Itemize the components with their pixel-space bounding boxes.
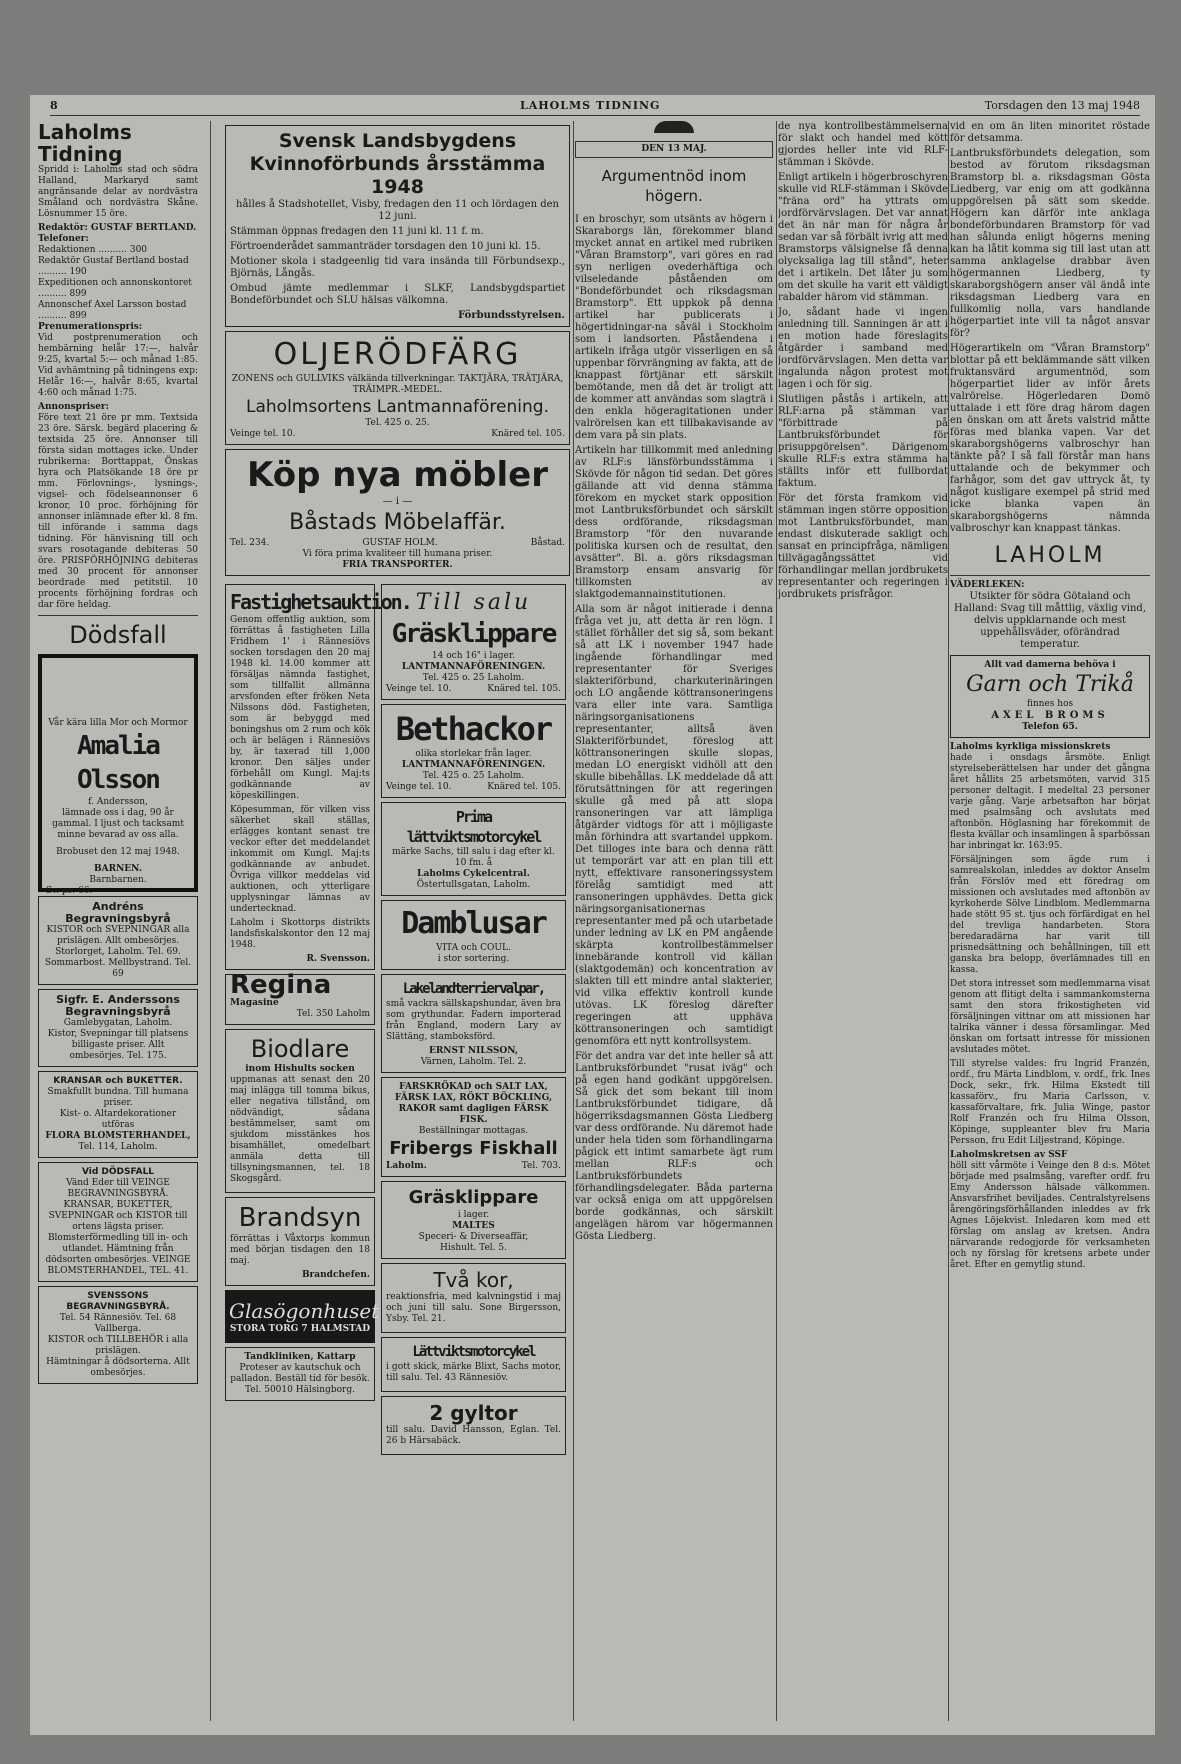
ad-text: Smakfullt bundna. Till humana priser. [47, 1087, 189, 1108]
newspaper-page [30, 95, 1155, 1735]
editor-line: Redaktör: GUSTAF BERTLAND. [38, 223, 197, 233]
ad-kransar [38, 1071, 198, 1158]
obit-sign: BARNEN. [94, 864, 142, 874]
column-rule [776, 121, 777, 1721]
ad-text: Motioner skola i stadgeenlig tid vara insända till Förbundsexp., Björnäs, Långås. [230, 256, 565, 279]
ad-title: Regina [230, 970, 332, 1000]
ad-text: GUSTAF HOLM. [362, 538, 438, 548]
ad-text: FRIA TRANSPORTER. [342, 560, 453, 570]
article-paragraph: de nya kontrollbestämmelserna för slakt och handel med kött gjordes heller inte vid RLF-stämman i Skövde. [778, 121, 948, 168]
ad-garn-trika [950, 655, 1150, 738]
ad-title: Lättviktsmotorcykel [412, 1344, 535, 1360]
ad-text: Tel. 703. [521, 1161, 561, 1171]
ad-gyltor [381, 1396, 566, 1455]
ad-text: Genom offentlig auktion, som förrättas å fastigheten Lilla Fridhem 1' i Rännesiövs socken torsdagen den 20 maj 1948 kl. 14.00 kommer att försäljas nämnda fastighet, som tillfallit allmänna arvsfonden efter fröken Neta Nilssons död. Fastigheten, som är bebyggd med boningshus om 2 rum och kök och är belägen i Rännesiövs by, är taxerad till 1,000 kronor. Den säljes under förbehåll om Kungl. Maj:ts godkännande av köpeskillingen. [230, 615, 370, 801]
ad-text: Allt vad damerna behöva i [984, 660, 1116, 670]
paper-intro: Spridd i: Laholms stad och södra Halland, Markaryd samt angränsande delar av nordvästra Småland och nordvästra Skåne. Lösnummer 15 öre. [38, 165, 198, 219]
ad-text: Tel. 50010 Hälsingborg. [245, 1385, 355, 1395]
ad-text: ERNST NILSSON, [428, 1046, 519, 1056]
ad-title: Gräsklippare [391, 619, 556, 649]
ad-text: MALTES [452, 1221, 495, 1231]
ad-title: Båstads Möbelaffär. [289, 510, 506, 535]
ad-text: olika storlekar från lager. [415, 749, 532, 759]
ad-text: Värnen, Laholm. Tel. 2. [420, 1057, 527, 1067]
column-rule [573, 121, 574, 1721]
ad-text: FARSKRÖKAD och SALT LAX, FÄRSK LAX, RÖKT BÖCKLING, RAKOR samt dagligen FÄRSK FISK. [394, 1082, 553, 1125]
news-paragraph: Till styrelse valdes: fru Ingrid Franzén, ordf., fru Märta Lindblom, v. ordf., frk. Ines Dock, sekr., frk. Hilma Ekstedt till kassaförv., fru Maria Carlsson, v. kassaförvaltare, frk. Julia Winge, pastor Rolf Franzén och fru Hilma Olsson, Köpinge, suppleanter blev fru Maria Persson, fru Edit Liljestrand, Köpinge. [950, 1059, 1150, 1146]
article-paragraph: För det första framkom vid stämman ingen större opposition mot Lantbruksförbundet, man endast diskuterade sakligt och sansat en principfråga, nämligen tillvägagångssättet vid förhandlingar mellan jordbrukets representanter och regeringen i jordbrukets prisfrågor. [778, 493, 948, 600]
news-paragraph: hade i onsdags årsmöte. Enligt styrelseberättelsen har under det gångna året hållits 25 arbetsmöten, varvid 315 personer deltagit. I medeltal 23 personer varje gång. Varje arbetsafton har börjat med psalmsång och avslutats med aftonbön. Höglasning har förekommit de flesta kvällar och insamlingen å sparbössan har inbringat kr. 163:95. [950, 753, 1150, 851]
news-paragraph: höll sitt vårmöte i Veinge den 8 d:s. Mötet började med psalmsång, varefter ordf. fru Emy Andersson hälsade välkommen. Ansvarsfrihet beviljades. Centralstyrelsens årengöringsförhållanden inleddes av frk Agnes Löjekvist. Inledaren kom med ett förslag om anslag av kretsen. Andra närvarande redogjorde för verksamheten och ny förslag för kretsens arbete under året. Efter en gemytlig stund. [950, 1161, 1150, 1270]
ad-brandsyn [225, 1197, 375, 1286]
ad-title: Bethackor [395, 710, 552, 748]
ad-title: Tandkliniken, Kattarp [244, 1352, 356, 1362]
ad-title: Vid DÖDSFALL [81, 1167, 155, 1177]
ad-text: Tel. 425 o. 25 Laholm. [422, 771, 525, 781]
ad-title: Andréns Begravningsbyrå [65, 900, 171, 925]
ad-text: Telefon 65. [1022, 722, 1078, 732]
deaths-heading: Dödsfall [69, 621, 167, 649]
ad-mobler [225, 449, 570, 576]
ad-sign: Brandchefen. [301, 1270, 370, 1280]
ad-text: finnes hos [1026, 699, 1074, 709]
ad-title: Gräsklippare [408, 1187, 539, 1208]
obit-sign: Barnbarnen. [89, 875, 147, 885]
ad-biodlare [225, 1029, 375, 1193]
ad-text: i stor sortering. [437, 954, 510, 964]
ad-title: Prima lättviktsmotorcykel [406, 808, 541, 846]
ad-text: i lager. [457, 1210, 490, 1220]
ad-sigfr [38, 989, 198, 1067]
ad-text: Båstad. [530, 538, 565, 548]
ad-text: STORA TORG 7 HALMSTAD [229, 1324, 371, 1334]
ad-glasogonhuset [225, 1290, 380, 1343]
obit-name: Amalia Olsson [77, 731, 159, 795]
ad-text: Vi föra prima kvaliteer till humana priser. [302, 549, 493, 559]
ad-text: Proteser av kautschuk och palladon. Beställ tid för besök. [230, 1363, 370, 1384]
page-number: 8 [50, 99, 58, 112]
ad-title: Till salu [415, 590, 532, 615]
ad-text: LANTMANNAFÖRENINGEN. [401, 662, 546, 672]
ad-text: Laholm i Skottorps distrikts landsfiskalskontor den 12 maj 1948. [230, 918, 370, 950]
news-paragraph: Det stora intresset som medlemmarna visat genom att flitigt delta i sammankomsterna samt den stora frikostigheten vid försäljningen vittnar om att missionen har talrika vänner i dessa församlingar. Med önskan om fortsatt intresse för missionen avslutades mötet. [950, 979, 1150, 1055]
ad-text: Tel. 54 Rännesiöv. Tel. 68 Vallberga. [59, 1313, 177, 1334]
article-paragraph: Alla som är något initierade i denna fråga vet ju, att detta är ren lögn. I stället förhåller det sig så, som bekant så att LK i november 1947 hade ingående förhandlingar med representanter för Sveriges slakteriförbund, charkuterinäringen och LO angående köttransoneringens vara eller inte vara. Samtliga näringsorganisationens representanter, alltså även Slakteriförbundet, föreslog att köttransoneringen skulle slopas, medan LO energiskt vidhöll att den skulle bibehållas. LK meddelade då att förutsättningen för att regeringen skulle gå med på att slopa ransoneringen var att lämpliga åtgärder vidtogs för att i möjligaste mån förhindra att svartandel uppkom. Det tilloges inte bara och denna rätt ut temporärt var att en plan till ett nytt, effektivare ransoneringssystem förelåg samtidigt med att ransoneringen upphävdes. Detta gick näringsorganisationernas representanter med på och utarbetade under ledning av LK en PM angående skärpta kontrollbestämmelser innebärande kontroll vid källan (slaktgodemän) och koncentration av slakten till ett mindre antal slakterier, vid vilka effektiv kontroll kunde utövas. LK föreslog därefter regeringen att upphäva köttransoneringen och samtidigt genomföra ett nytt kontrollsystem. [575, 604, 773, 1047]
ad-text: Hämtningar å dödsorterna. Allt ombesörjes. [46, 1357, 190, 1378]
ad-text: Tel. 234. [230, 538, 270, 548]
article-paragraph: I en broschyr, som utsänts av högern i Skaraborgs län, förekommer bland mycket annat en artikel med rubriken "Våran Bramstorp", vari göres en rad syn nerligen ovederhäftiga och vilseledande påståenden om "Bondeförbundet och riksdagsman Bramstorp". Ett uppkok på denna artikel har publicerats i högertidningar-na såväl i Stockholm som i landsorten. Påståendena i artikeln ifråga utgör visserligen en så uppenbar förvrängning av fakta, att de knappast förtjänar ett särskilt bemötande, men då det är troligt att de kommer att användas som slagträ i den enkla högeragitationen under valrörelsen kan ett tillbakavisande av dem vara på sin plats. [575, 214, 773, 441]
article-paragraph: Artikeln har tillkommit med anledning av RLF:s länsförbundsstämma i Skövde för någon tid sedan. Det göres gällande att vid denna stämma förekom en mycket stark opposition mot Lantbruksförbundet och särskilt dess ordförande, riksdagsman Bramstorp "för den nuvarande politiska kursen och de resultat, den avsätter". Bl. a. görs riksdagsman Bramstorp ensam ansvarig för tillkomsten av slaktgodemannainstitutionen. [575, 445, 773, 600]
ad-text: Laholms Cykelcentral. [417, 869, 530, 879]
ad-text: KISTOR och SVEPNINGAR alla prislägen. Allt ombesörjes. [46, 925, 190, 946]
ad-title: Biodlare [250, 1035, 350, 1063]
weather-text: Utsikter för södra Götaland och Halland: Svag till måttlig, växlig vind, delvis uppklarnande och mest uppehållsväder, oförändrad temperatur. [954, 591, 1146, 650]
ad-text: små vackra sällskapshundar, även bra som grythundar. Fadern importerad från England, modern Lary av Slättäng, stamboksförd. [386, 999, 561, 1042]
ad-title: Två kor, [433, 1268, 514, 1292]
prenum-text: Vid postprenumeration och hembärning helår 17:—, halvår 9:25, kvartal 5:— och månad 1:85. Vid avhämtning på tidningens exp: Helår 16:—, halvår 8:65, kvartal 4:60 och månad 1:75. [38, 333, 198, 398]
article-paragraph: För det andra var det inte heller så att Lantbruksförbundet "rusat iväg" och på egen hand godkänt uppgörelsen. Så gick det som bekant till inom Lantbruksförbundet tidigare, då högerriksdagsmannen Gösta Liedberg var dess ordförande. Nu däremot hade under hela tiden som förhandlingarna pågick ett intimt samarbete ägt rum mellan RLF:s och Lantbruksförbundets förhandlingsdelegater. Båda parterna var också eniga om att uppgörelsen borde godkännas, och särskilt angelägen härom var högermannen Gösta Liedberg. [575, 1051, 773, 1242]
ad-text: Tel. 114, Laholm. [78, 1142, 158, 1152]
article-headline: Argumentnöd inom högern. [601, 167, 747, 205]
prenum-heading: Prenumerationspris: [38, 322, 143, 332]
ad-svenssons [38, 1286, 198, 1384]
masthead [50, 99, 1140, 116]
ad-lattvikts [381, 1337, 566, 1392]
ad-text: Knäred tel. 105. [487, 684, 561, 694]
ad-sub: Magasine [230, 998, 279, 1008]
obit-nee: f. Andersson, [88, 797, 148, 807]
ad-text: hålles å Stadshotellet, Visby, fredagen den 11 och lördagen den 12 juni. [236, 199, 559, 222]
ad-fribergs [381, 1077, 566, 1177]
ad-text: Laholm. [386, 1161, 427, 1171]
annons-text: Före text 21 öre pr mm. Textsida 23 öre. Särsk. begärd placering & textsida 25 öre. Annonser till första sidan mottages icke. Under rubrikerna: Borttappat, Önskas hyra och Platsökande 18 öre pr mm. Förlovnings-, lysnings-, vigsel- och födelseannonser 6 kronor, 10 proc. förhöjning för annonser inlämnade efter kl. 8 fm. till införande i samma dags tidning. För hänvisning till och svars rosotagande debiteras 50 öre. PRISFÖRHÖJNING debiteras med 30 procent för annonser beordrade med petitstil. 10 procents förhöjning fordras och dar före heldag. [38, 413, 198, 610]
ad-title: Lakelandterriervalpar, [402, 981, 545, 997]
ad-title: Damblusar [401, 906, 546, 941]
news-paragraph: Försäljningen som ägde rum i samrealskolan, inleddes av doktor Anselm från Förslöv med ett föredrag om missionen och avslutades med aftonbön av kyrkoherde Sölve Lindblom. Medlemmarna hade stött 95 st. tjus och förfärdigat en hel del trevliga handarbeten. Stora beredaradärna har varit till prisnedsättning och behållningen, till ett ganska bra belopp, överlämnades till en kassa. [950, 855, 1150, 975]
ad-text: FLORA BLOMSTERHANDEL, [45, 1131, 191, 1141]
ad-title: Garn och Trikå [966, 672, 1134, 697]
ad-text: Sommarbost. Mellbystrand. Tel. 69 [44, 958, 192, 979]
article-paragraph: Lantbruksförbundets delegation, som bestod av förutom riksdagsman Bramstorp bl. a. riksdagsman Gösta Liedberg, var enig om att godkänna uppgörelsen på sätt som skedde. Högern kan därför inte anklaga bondeförbundaren Bramstorp för vad han sålunda enligt högerns mening kan ha låtit komma sig till last utan att samma anklagelse drabbar även högermannen Liedberg, ty skaraborgshögern anser väl ändå inte riksdagsman Liedberg vara en fullkomlig nolla, vars handlande högerpartiet inte vill ta något ansvar för? [950, 148, 1150, 339]
ad-text: Tel. 425 o. 25 Laholm. [422, 673, 525, 683]
ad-text: AXEL BROMS [991, 710, 1109, 721]
ad-text: Beställningar mottagas. [418, 1126, 529, 1136]
paper-name: LAHOLMS TIDNING [520, 99, 661, 112]
ad-text: ZONENS och GULLVIKS välkända tillverkningar. TAKTJÄRA, TRÄTJÄRA, TRÄIMPR.-MEDEL. [231, 374, 564, 395]
ad-text: Förtroenderådet sammanträder torsdagen den 10 juni kl. 15. [230, 241, 541, 252]
phone-line: Redaktionen .......... 300 [38, 245, 148, 255]
column-2 [225, 121, 570, 1731]
news-heading: Laholmskretsen av SSF [950, 1150, 1068, 1160]
column-editorial [575, 121, 773, 1731]
ad-text: Kist- o. Altardekorationer utföras [59, 1109, 177, 1130]
ad-title: Sigfr. E. Anderssons Begravningsbyrå [56, 993, 180, 1018]
ad-sign: Förbundsstyrelsen. [458, 310, 565, 321]
ad-text: i gott skick, märke Blixt, Sachs motor, till salu. Tel. 43 Rännesiöv. [386, 1362, 561, 1383]
ad-veinge [38, 1162, 198, 1282]
ad-text: Stämman öppnas fredagen den 11 juni kl. 11 f. m. [230, 226, 484, 237]
obit-place: Brobuset den 12 maj 1948. [56, 847, 180, 857]
ad-text: VITA och COUL. [436, 943, 511, 953]
ad-title: SVENSSONS BEGRAVNINGSBYRÅ. [66, 1291, 170, 1312]
ad-text: Tel. 350 Laholm [296, 1009, 370, 1019]
article-paragraph: Slutligen påstås i artikeln, att RLF:arna på stämman var "förbittrade på Lantbruksförbundet för prisuppgörelsen". Därigenom skulle RLF:s extra stämma ha ställts inför ett fullbordat faktum. [778, 394, 948, 489]
article-paragraph: vid en om än liten minoritet röstade för detsamma. [950, 121, 1150, 144]
paper-title: Laholms Tidning [38, 121, 132, 166]
ad-sign: R. Svensson. [306, 954, 370, 964]
article-paragraph: Jo, sådant hade vi ingen anledning till. Sanningen är att i en motion hade föreslagits åtgärder i samband med jordförvärvslagen. Men detta var ingalunda någon protest mot lagen i och för sig. [778, 307, 948, 390]
ad-title: Fastighetsauktion. [230, 590, 411, 614]
ad-title: Fribergs Fiskhall [389, 1138, 558, 1159]
ad-tva-kor [381, 1263, 566, 1333]
ad-text: Kistor, Svepningar till platsens billigaste priser. Allt ombesörjes. Tel. 175. [47, 1029, 189, 1061]
obit-text: lämnade oss i dag, 90 år gammal. I ljust och tacksamt minne bevarad av oss alla. [52, 808, 184, 840]
article-paragraph: Enligt artikeln i högerbroschyren skulle vid RLF-stämman i Skövde "fräna ord" ha yttrats om jordförvärvslagen. Det var annat det än när man för några år sedan var så förbält ivrig att med Bramstorps välsignelse få denna olycksaliga lag till stånd", heter det i artikeln. Det låter ju som om det skulle ha varit ett väldigt rabalder härom vid stämman. [778, 172, 948, 303]
ad-text: 14 och 16" i lager. [431, 651, 516, 661]
ad-damblusar [381, 900, 566, 970]
lamp-icon [654, 121, 694, 133]
ad-title: Brandsyn [238, 1203, 362, 1233]
ad-text: reaktionsfria, med kalvningstid i maj och juni till salu. Sone Birgersson, Ysby. Tel. 21. [386, 1292, 561, 1324]
ad-grasklippare-2 [381, 1181, 566, 1259]
ad-kvinnoforbund [225, 125, 570, 327]
column-editorial-continued [778, 121, 948, 1731]
ad-text: Speceri- & Diverseaffär, [418, 1232, 529, 1242]
issue-date: Torsdagen den 13 maj 1948 [984, 99, 1140, 112]
article-paragraph: Högerartikeln om "Våran Bramstorp" blottar på ett beklämmande sätt vilken fruktansvärd argumentnöd, som högerpartiet lider av inför årets valrörelse. Högerledaren Domö uttalade i ett före drag härom dagen en önskan om att årets valstrid måtte föras med blanka vapen. Var det skaraborgshögerns valbroschyr han tänkte på? I så fall förstår man hans uttalande och de bekymmer och farhågor, som det gav uttryck åt, ty något kusligare exempel på strid med icke blanka vapen än skaraborgshögerns nämnda valbroschyr kan knappast tänkas. [950, 343, 1150, 534]
ad-text: Vänd Eder till VEINGE BEGRAVNINGSBYRÅ. KRANSAR, BUKETTER, SVEPNINGAR och KISTOR till ortens lägsta priser. Blomsterförmedling till in- och utlandet. Hämtning från dödsorten ombesörjes. VEINGE BLOMSTERHANDEL, TEL. 41. [45, 1178, 191, 1276]
weather-heading: VÄDERLEKEN: [950, 580, 1025, 590]
ad-title: Köp nya möbler [246, 455, 549, 495]
ad-text: Gamlebygatan, Laholm. [63, 1018, 173, 1028]
ad-text: Veinge tel. 10. [386, 684, 452, 694]
ad-prima-motorcykel [381, 802, 566, 896]
ad-text: Köpesumman, för vilken viss säkerhet skall ställas, erlägges kontant senast tre veckor efter det meddelandet inkommit om Kungl. Maj:ts godkännande av anbudet. Övriga villkor meddelas vid auktionen, och ytterligare upplysningar lämnas av undertecknad. [230, 805, 370, 914]
ad-text: Ombud jämte medlemmar i SLKF, Landsbygdspartiet Bondeförbundet och SLU hälsas välkomna. [230, 283, 565, 306]
ad-text: Hishult. Tel. 5. [440, 1243, 507, 1253]
ad-bethackor [381, 704, 566, 798]
ad-text: Knäred tel. 105. [487, 782, 561, 792]
obit-intro: Vår kära lilla Mor och Mormor [48, 718, 188, 728]
news-heading: Laholms kyrkliga missionskrets [950, 742, 1111, 752]
obit-psalm: Sv. ps. 66. [46, 886, 93, 896]
ad-text: märke Sachs, till salu i dag efter kl. 10 fm. å [392, 847, 555, 868]
ad-fastighetsauktion [225, 584, 411, 970]
ad-text: Knäred tel. 105. [491, 429, 565, 439]
annons-heading: Annonspriser: [38, 402, 109, 412]
ad-text: Veinge tel. 10. [386, 782, 452, 792]
ad-text: till salu. David Hansson, Eglan. Tel. 26 b Härsabäck. [386, 1425, 561, 1446]
ad-oljerodfarg [225, 331, 570, 445]
ad-lakeland [381, 974, 566, 1073]
ad-text: LANTMANNAFÖRENINGEN. [401, 760, 546, 770]
ad-text: KISTOR och TILLBEHÖR i alla prislägen. [47, 1335, 189, 1356]
ad-text: Veinge tel. 10. [230, 429, 296, 439]
ad-sep: — i — [382, 496, 413, 507]
ad-title: Svensk Landsbygdens Kvinnoförbunds årsstämma 1948 [249, 130, 546, 198]
ad-text: Storlorget, Laholm. Tel. 69. [55, 947, 181, 957]
phone-line: Expeditionen och annonskontoret .......... 899 [38, 278, 192, 299]
ad-title: Laholmsortens Lantmannaförening. [246, 397, 549, 417]
ad-regina [225, 970, 375, 1025]
obituary-box [38, 654, 198, 896]
phone-line: Redaktör Gustaf Bertland bostad .......... 190 [38, 256, 189, 277]
ad-title: 2 gyltor [429, 1401, 518, 1425]
ad-text: förrättas i Våxtorps kommun med början tisdagen den 18 maj. [230, 1234, 370, 1266]
ad-text: uppmanas att senast den 20 maj inlägga till tomma bikus, eller negativa tillstånd, om nödvändigt, sådana bestämmelser, samt om sjukdom misstänkes hos bisamhället, omedelbart anmäla detta till tillsyningsmannen, tel. 18 Skogsgård. [230, 1075, 370, 1184]
phones-heading: Telefoner: [38, 234, 89, 244]
ad-text: Tel. 425 o. 25. [365, 418, 430, 428]
ad-title: KRANSAR och BUKETTER. [53, 1076, 183, 1086]
column-5 [950, 121, 1150, 1731]
ad-andrens [38, 896, 198, 985]
ad-text: Östertullsgatan, Laholm. [416, 880, 531, 890]
column-rule [948, 121, 949, 1721]
ad-tandkliniken [225, 1347, 375, 1401]
ad-title: OLJERÖDFÄRG [273, 337, 522, 372]
column-rule [210, 121, 211, 1721]
phone-line: Annonschef Axel Larsson bostad .......... 899 [38, 300, 187, 321]
ad-sub: inom Hishults socken [245, 1064, 355, 1074]
column-1 [38, 121, 198, 1731]
ad-gräsklippare [381, 584, 566, 700]
dateline: DEN 13 MAJ. [575, 141, 773, 158]
section-heading-laholm: LAHOLM [994, 543, 1106, 568]
ad-title: Glasögonhuset [229, 1299, 380, 1323]
